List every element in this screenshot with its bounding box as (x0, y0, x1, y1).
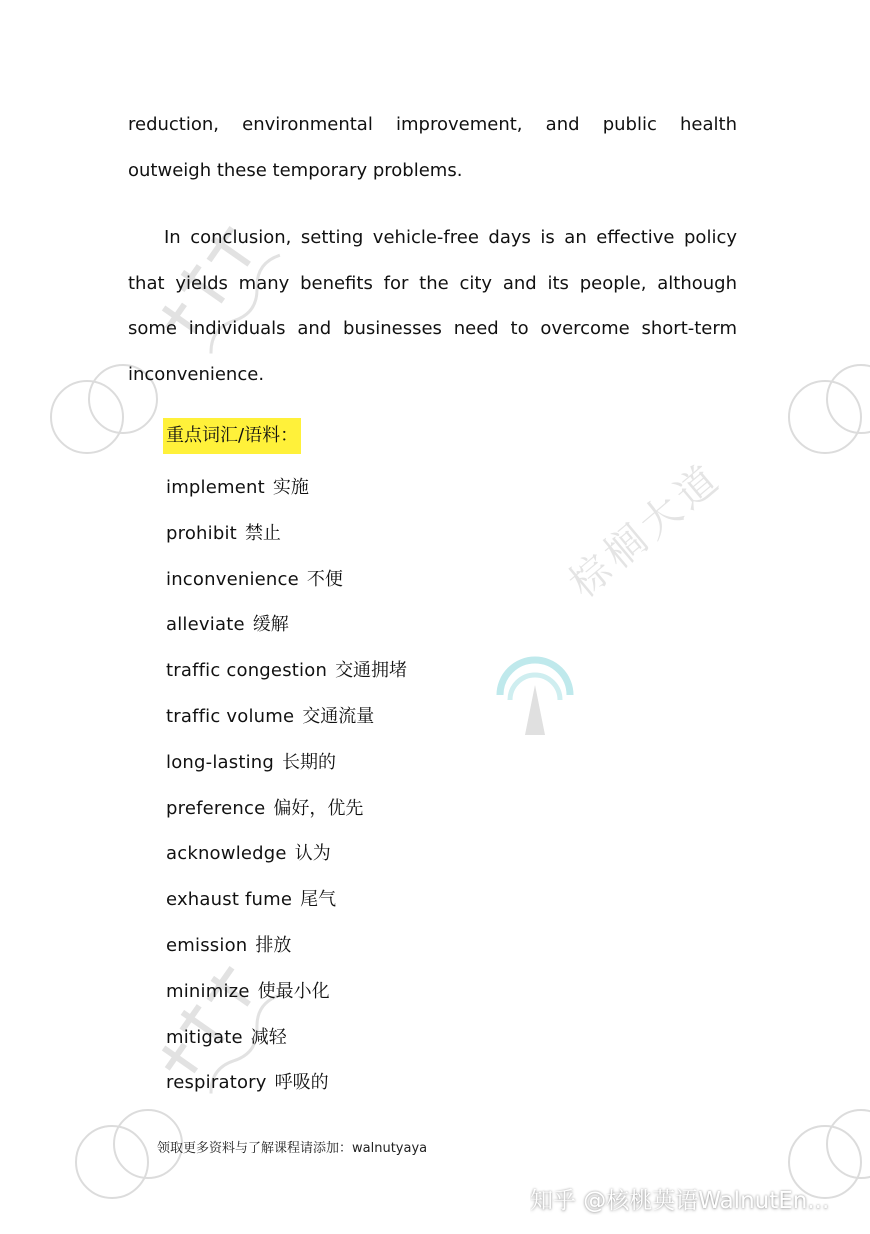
watermark-rings-right-top-icon (785, 355, 870, 465)
watermark-logo-center-icon (490, 640, 580, 740)
vocab-meaning: 缓解 (252, 614, 289, 636)
vocab-term: implement (166, 477, 265, 498)
vocab-meaning: 减轻 (250, 1026, 287, 1048)
vocab-meaning: 禁止 (244, 522, 281, 544)
vocab-meaning: 不便 (306, 568, 343, 590)
zhihu-credit-watermark: 知乎 @核桃英语WalnutEn... (530, 1188, 830, 1214)
vocab-meaning: 排放 (255, 934, 292, 956)
vocab-term: traffic congestion (166, 660, 328, 682)
vocab-meaning: 实施 (272, 477, 309, 498)
footer-contact-note: 领取更多资料与了解课程请添加：walnutyaya (157, 1141, 428, 1156)
vocab-list (166, 465, 407, 1106)
vocab-term: inconvenience (166, 568, 299, 590)
paragraph-continuation: reduction, environmental improvement, and public health outweigh these temporary problems. (128, 114, 737, 181)
list-item (166, 969, 407, 1015)
vocab-meaning: 尾气 (300, 889, 337, 911)
list-item (166, 923, 407, 969)
vocab-meaning: 偏好，优先 (273, 797, 364, 819)
vocab-term: preference (166, 797, 266, 819)
list-item (166, 786, 407, 832)
list-item (166, 831, 407, 877)
list-item (166, 511, 407, 557)
list-item (166, 648, 407, 694)
list-item (166, 557, 407, 603)
list-item (166, 740, 407, 786)
vocab-meaning: 交通拥堵 (335, 660, 408, 682)
vocab-term: alleviate (166, 614, 245, 636)
vocab-term: minimize (166, 980, 250, 1002)
vocab-term: respiratory (166, 1072, 267, 1094)
list-item (166, 602, 407, 648)
vocab-term: exhaust fume (166, 889, 293, 911)
vocab-term: mitigate (166, 1026, 243, 1048)
paragraph-conclusion: In conclusion, setting vehicle-free days is an effective policy that yields many benefits for the city and its people, although some individuals and businesses need to overcome short-term inconvenience. (128, 227, 737, 385)
list-item (166, 1015, 407, 1061)
vocab-term: traffic volume (166, 705, 295, 727)
list-item (166, 877, 407, 923)
vocab-meaning: 交通流量 (302, 705, 375, 727)
vocab-term: acknowledge (166, 843, 287, 865)
vocab-term: long-lasting (166, 751, 275, 773)
vocab-term: prohibit (166, 522, 237, 544)
vocab-meaning: 长期的 (282, 751, 337, 773)
list-item (166, 1060, 407, 1106)
vocab-meaning: 使最小化 (257, 980, 330, 1002)
vocab-meaning: 呼吸的 (274, 1072, 329, 1094)
list-item (166, 694, 407, 740)
vocab-term: emission (166, 934, 248, 956)
watermark-center-text: 棕榈大道 (560, 453, 732, 608)
vocab-heading: 重点词汇/语料： (163, 418, 301, 454)
list-item (166, 465, 407, 511)
vocab-meaning: 认为 (294, 843, 331, 865)
